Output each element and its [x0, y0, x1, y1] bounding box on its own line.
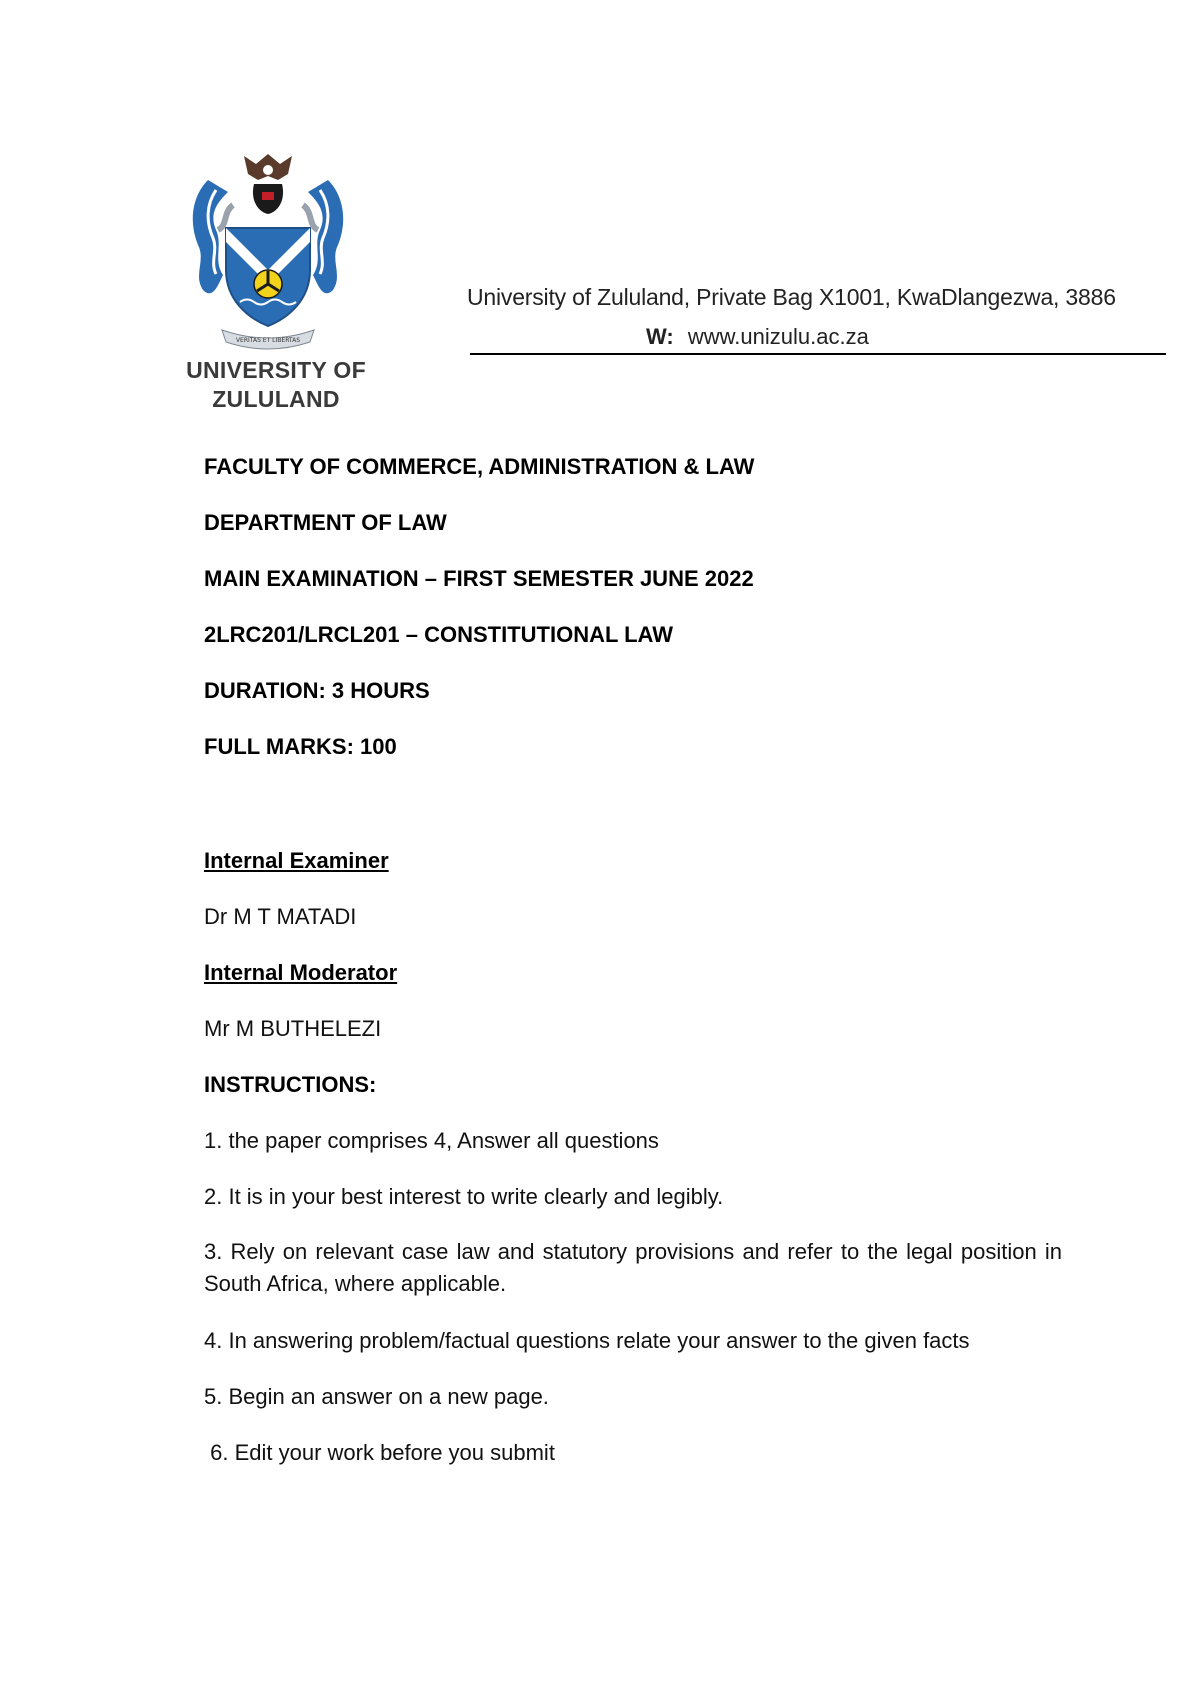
internal-examiner-label: Internal Examiner [204, 848, 389, 873]
wordmark-line-2: ZULULAND [212, 386, 340, 412]
instructions-title: INSTRUCTIONS: [204, 1072, 377, 1097]
instruction-item: 5. Begin an answer on a new page. [204, 1384, 549, 1409]
faculty-heading: FACULTY OF COMMERCE, ADMINISTRATION & LAW [204, 454, 755, 479]
instruction-item: 6. Edit your work before you submit [204, 1440, 555, 1465]
instruction-item: 2. It is in your best interest to write clearly and legibly. [204, 1184, 724, 1209]
course-heading: 2LRC201/LRCL201 – CONSTITUTIONAL LAW [204, 622, 673, 647]
website-url: www.unizulu.ac.za [687, 324, 869, 349]
wordmark-line-1: UNIVERSITY OF [186, 357, 366, 383]
postal-address: University of Zululand, Private Bag X1001, KwaDlangezwa, 3886 [467, 284, 1116, 310]
letterhead-divider [470, 353, 1166, 355]
instruction-item: 1. the paper comprises 4, Answer all questions [204, 1128, 659, 1153]
website-label: W: [646, 324, 674, 349]
university-crest-logo [188, 150, 348, 350]
letterhead-address-block [467, 284, 1167, 311]
marks-heading: FULL MARKS: 100 [204, 734, 397, 759]
instruction-item: 3. Rely on relevant case law and statutory provisions and refer to the legal position in South Africa, where applicable. [204, 1239, 1062, 1296]
internal-moderator-label: Internal Moderator [204, 960, 398, 985]
internal-examiner-name: Dr M T MATADI [204, 904, 357, 929]
website-line [646, 324, 869, 350]
duration-heading: DURATION: 3 HOURS [204, 678, 430, 703]
exam-heading: MAIN EXAMINATION – FIRST SEMESTER JUNE 2022 [204, 566, 754, 591]
department-heading: DEPARTMENT OF LAW [204, 510, 447, 535]
crest-motto-text: VERITAS ET LIBERTAS [235, 337, 301, 344]
instruction-item: 4. In answering problem/factual questions relate your answer to the given facts [204, 1328, 970, 1353]
university-wordmark [176, 356, 376, 414]
internal-moderator-name: Mr M BUTHELEZI [204, 1016, 382, 1041]
